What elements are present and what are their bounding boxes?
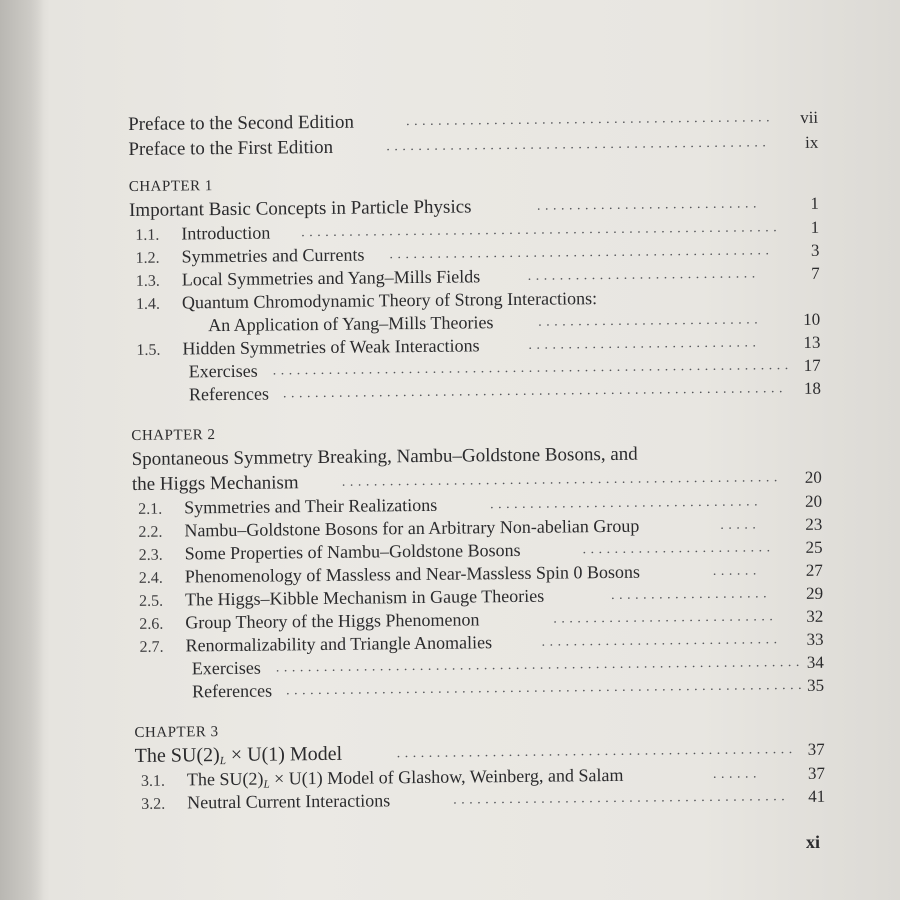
dot-leader: ............................: [536, 196, 762, 214]
entry-page: 7: [811, 263, 820, 283]
entry-title: Neutral Current Interactions: [187, 790, 391, 813]
dot-leader: ..................................: [490, 494, 763, 513]
entry-title: Preface to the Second Edition: [128, 111, 355, 135]
dot-leader: .................................................................: [285, 677, 807, 699]
section-number: 1.4.: [135, 295, 161, 313]
entry-page: vii: [800, 107, 819, 127]
dot-leader: ......: [712, 766, 762, 782]
section-number: 1.5.: [136, 341, 161, 359]
dot-leader: ............................: [553, 609, 778, 627]
entry-title: An Application of Yang–Mills Theories: [208, 312, 494, 336]
entry-title: Nambu–Goldstone Bosons for an Arbitrary Non-abelian Group: [184, 515, 640, 541]
section-number: 3.1.: [140, 772, 166, 790]
entry-page: 37: [807, 739, 825, 759]
dot-leader: ..........................................: [453, 789, 790, 808]
dot-leader: .............................: [528, 335, 761, 353]
entry-title: Local Symmetries and Yang–Mills Fields: [181, 266, 481, 290]
dot-leader: ................................................: [386, 135, 771, 155]
entry-title: Hidden Symmetries of Weak Interactions: [182, 335, 480, 359]
entry-page: 1: [810, 217, 820, 237]
section-number: 2.5.: [139, 592, 164, 610]
entry-page: 23: [805, 514, 823, 534]
entry-title: Quantum Chromodynamic Theory of Strong Interactions:: [181, 288, 598, 313]
chapter-label: CHAPTER 1: [128, 178, 213, 195]
entry-page: 41: [808, 786, 826, 806]
entry-page: 25: [805, 537, 823, 557]
section-number: 2.6.: [139, 615, 164, 633]
section-number: 1.1.: [135, 226, 160, 244]
entry-title: Spontaneous Symmetry Breaking, Nambu–Goldstone Bosons, and: [131, 443, 638, 470]
chapter-label: CHAPTER 3: [134, 724, 219, 741]
entry-page: 17: [803, 355, 821, 375]
page-folio: xi: [806, 832, 821, 852]
dot-leader: ....................: [611, 586, 772, 603]
entry-page: 33: [806, 629, 824, 649]
entry-title: The Higgs–Kibble Mechanism in Gauge Theories: [185, 585, 545, 610]
section-number: 1.3.: [135, 272, 160, 290]
entry-page: 1: [810, 193, 820, 213]
entry-title: References: [188, 383, 270, 405]
entry-page: 18: [803, 378, 822, 398]
entry-title: Phenomenology of Massless and Near-Massless Spin 0 Bosons: [184, 561, 641, 587]
section-number: 2.2.: [138, 523, 163, 541]
entry-page: ix: [805, 132, 819, 152]
section-number: 3.2.: [141, 795, 166, 813]
section-number: 2.7.: [139, 638, 164, 656]
entry-title: Symmetries and Currents: [181, 244, 365, 267]
entry-page: 29: [805, 583, 824, 603]
entry-title: Important Basic Concepts in Particle Physics: [128, 196, 472, 221]
entry-title: The $SU(2)_L \times U(1)$ Model of Glashow, Weinberg, and Salam: [186, 764, 624, 791]
entry-page: 34: [806, 652, 824, 672]
section-number: 2.4.: [138, 569, 163, 587]
dot-leader: .......................................................: [341, 470, 782, 490]
entry-page: 13: [803, 332, 821, 352]
dot-leader: ............................................................: [301, 220, 782, 241]
entry-title: The $SU(2)_L \times U(1)$ Model: [134, 742, 343, 768]
dot-leader: .............................: [527, 266, 760, 284]
entry-title: Preface to the First Edition: [128, 136, 334, 160]
chapter-label: CHAPTER 2: [131, 427, 216, 444]
dot-leader: ...............................................................: [282, 381, 788, 402]
section-number: 2.3.: [138, 546, 163, 564]
entry-title: the Higgs Mechanism: [131, 472, 299, 495]
entry-page: 20: [805, 491, 823, 511]
dot-leader: ......: [712, 563, 761, 579]
entry-page: 37: [807, 763, 826, 783]
entry-title: Exercises: [191, 657, 261, 679]
dot-leader: ..............................................: [406, 110, 775, 130]
dot-leader: ..................................................: [396, 742, 797, 762]
entry-title: Some Properties of Nambu–Goldstone Bosons: [184, 539, 521, 564]
dot-leader: ..............................: [541, 632, 782, 650]
entry-title: References: [191, 680, 273, 702]
entry-title: Group Theory of the Higgs Phenomenon: [185, 609, 480, 633]
entry-page: 35: [806, 675, 825, 695]
dot-leader: .....: [720, 517, 761, 533]
dot-leader: ........................: [582, 540, 775, 558]
entry-page: 3: [810, 240, 820, 260]
section-number: 1.2.: [135, 249, 160, 267]
entry-title: Introduction: [181, 222, 271, 244]
entry-title: Exercises: [188, 360, 258, 382]
entry-page: 32: [806, 606, 824, 626]
section-number: 2.1.: [138, 500, 163, 518]
page-gutter-shadow: [0, 0, 44, 900]
dot-leader: ............................: [538, 312, 763, 330]
table-of-contents: [128, 105, 835, 815]
entry-title: Renormalizability and Triangle Anomalies: [185, 632, 493, 656]
entry-page: 20: [804, 467, 822, 487]
entry-page: 10: [803, 309, 821, 329]
entry-title: Symmetries and Their Realizations: [184, 494, 438, 518]
dot-leader: ................................................: [389, 243, 774, 263]
dot-leader: ..................................................................: [275, 654, 804, 676]
entry-page: 27: [805, 560, 823, 580]
dot-leader: .................................................................: [272, 358, 793, 379]
